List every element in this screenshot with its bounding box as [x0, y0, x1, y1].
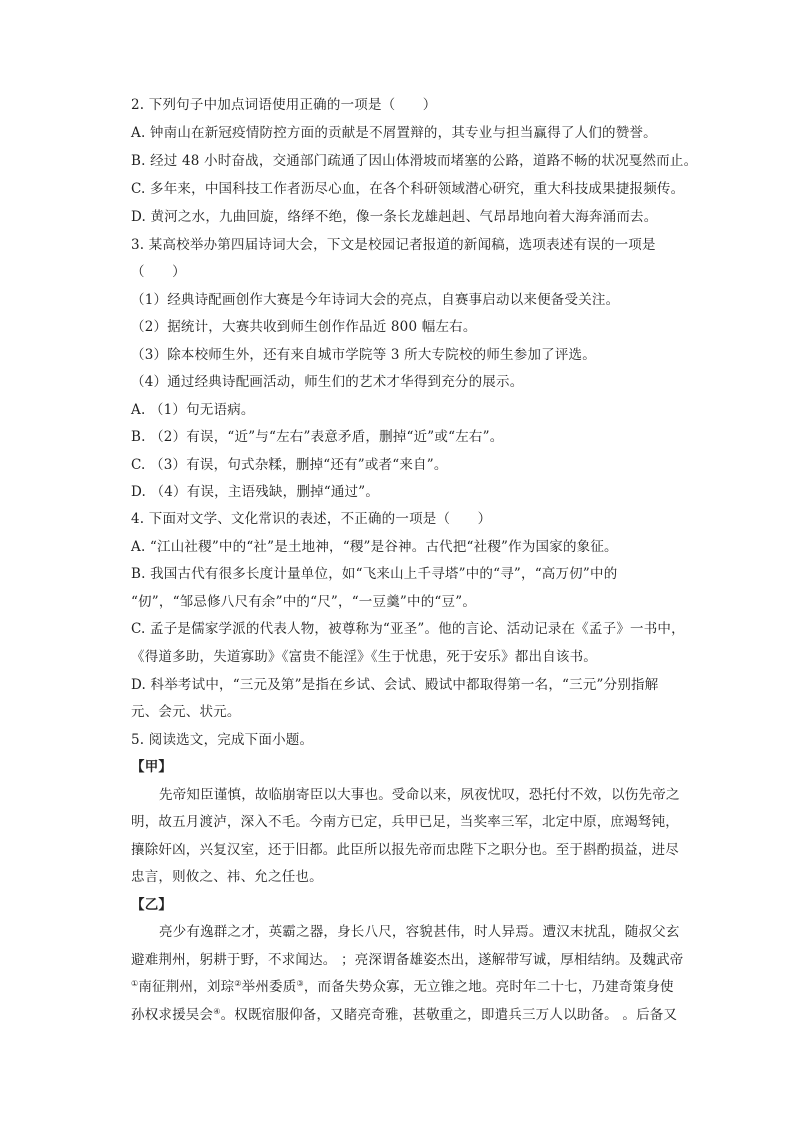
passage-jia-line-3: 攘除奸凶，兴复汉室，还于旧都。此臣所以报先帝而忠陛下之职分也。至于斟酌损益，进尽 [131, 842, 679, 858]
question-3-option-d: D. （4）有误，主语残缺，删掉“通过”。 [131, 484, 380, 500]
question-3-option-c: C. （3）有误，句式杂糅，删掉“还有”或者“来自”。 [131, 457, 448, 473]
passage-jia-line-1: 先帝知臣谨慎，故临崩寄臣以大事也。受命以来，夙夜忧叹，恐托付不效，以伤先帝之 [159, 787, 680, 803]
question-3-stem-continued: （ ） [131, 264, 186, 280]
question-4-option-a: A. “江山社稷”中的“社”是土地神，“稷”是谷神。古代把“社稷”作为国家的象征。 [131, 539, 618, 555]
passage-jia-label: 【甲】 [131, 759, 173, 775]
passage-yi-label: 【乙】 [131, 897, 173, 913]
question-3-sentence-1: （1）经典诗配画创作大赛是今年诗词大会的亮点，自赛事启动以来便备受关注。 [131, 292, 620, 308]
passage-text: 孙权求援吴会 [131, 1007, 214, 1023]
question-2-option-a: A. 钟南山在新冠疫情防控方面的贡献是不屑置辩的，其专业与担当赢得了人们的赞誉。 [131, 125, 657, 141]
question-4-option-b-line-2: “仞”，“邹忌修八尺有余”中的“尺”，“一豆羹”中的“豆”。 [131, 594, 477, 610]
footnote-marker: ④ [213, 1007, 221, 1016]
footnote-marker: ③ [296, 979, 304, 988]
question-3-sentence-3: （3）除本校师生外，还有来自城市学院等 3 所大专院校的师生参加了评选。 [131, 347, 596, 363]
footnote-marker: ① [131, 979, 139, 988]
question-4-stem: 4. 下面对文学、文化常识的表述，不正确的一项是（ ） [131, 511, 492, 527]
question-2-option-d: D. 黄河之水，九曲回旋，络绎不绝，像一条长龙雄赳赳、气昂昂地向着大海奔涌而去。 [131, 209, 658, 225]
question-3-option-b: B. （2）有误，“近”与“左右”表意矛盾，删掉“近”或“左右”。 [131, 429, 504, 445]
passage-text: ，而备失势众寡，无立锥之地。亮时年二十七，乃建奇策身使 [303, 979, 674, 995]
question-2-stem: 2. 下列句子中加点词语使用正确的一项是（ ） [131, 97, 437, 113]
question-4-option-c-line-2: 《得道多助，失道寡助》《富贵不能淫》《生于忧患，死于安乐》都出自该书。 [131, 649, 597, 665]
question-2-option-b: B. 经过 48 小时奋战，交通部门疏通了因山体滑坡而堵塞的公路，道路不畅的状况戛然而止。 [131, 153, 698, 169]
question-3-sentence-4: （4）通过经典诗配画活动，师生们的艺术才华得到充分的展示。 [131, 374, 524, 390]
passage-yi-line-3 [131, 979, 674, 995]
question-4-option-b-line-1: B. 我国古代有很多长度计量单位，如“飞来山上千寻塔”中的“寻”，“高万仞”中的 [131, 566, 618, 582]
question-4-option-d-line-1: D. 科举考试中，“三元及第”是指在乡试、会试、殿试中都取得第一名，“三元”分别指解 [131, 677, 659, 693]
question-5-stem: 5. 阅读选文，完成下面小题。 [131, 732, 314, 748]
footnote-marker: ② [234, 979, 242, 988]
passage-text: 。权既宿服仰备，又睹亮奇雅，甚敬重之，即遣兵三万人以助备。 。后备又 [220, 1007, 678, 1023]
question-3-stem: 3. 某高校举办第四届诗词大会，下文是校园记者报道的新闻稿，选项表述有误的一项是 [131, 237, 656, 253]
passage-yi-line-1: 亮少有逸群之才，英霸之器，身长八尺，容貌甚伟，时人异焉。遭汉末扰乱，随叔父玄 [159, 924, 680, 940]
passage-text: 举州委质 [241, 979, 297, 995]
question-2-option-c: C. 多年来，中国科技工作者沥尽心血，在各个科研领域潜心研究，重大科技成果捷报频传。 [131, 181, 685, 197]
passage-yi-line-4 [131, 1007, 677, 1023]
passage-text: 南征荆州，刘琮 [138, 979, 235, 995]
question-3-sentence-2: （2）据统计，大赛共收到师生创作作品近 800 幅左右。 [131, 319, 477, 335]
passage-jia-line-4: 忠言，则攸之、祎、允之任也。 [131, 869, 323, 885]
passage-yi-line-2: 避难荆州，躬耕于野，不求闻达。 ；亮深谓备雄姿杰出，遂解带写诚，厚相结纳。及魏武帝 [131, 952, 684, 968]
question-4-option-d-line-2: 元、会元、状元。 [131, 704, 241, 720]
passage-jia-line-2: 明，故五月渡泸，深入不毛。今南方已定，兵甲已足，当奖率三军，北定中原，庶竭驽钝， [131, 814, 679, 830]
question-4-option-c-line-1: C. 孟子是儒家学派的代表人物，被尊称为“亚圣”。他的言论、活动记录在《孟子》一书中， [131, 621, 685, 637]
question-3-option-a: A. （1）句无语病。 [131, 402, 255, 418]
